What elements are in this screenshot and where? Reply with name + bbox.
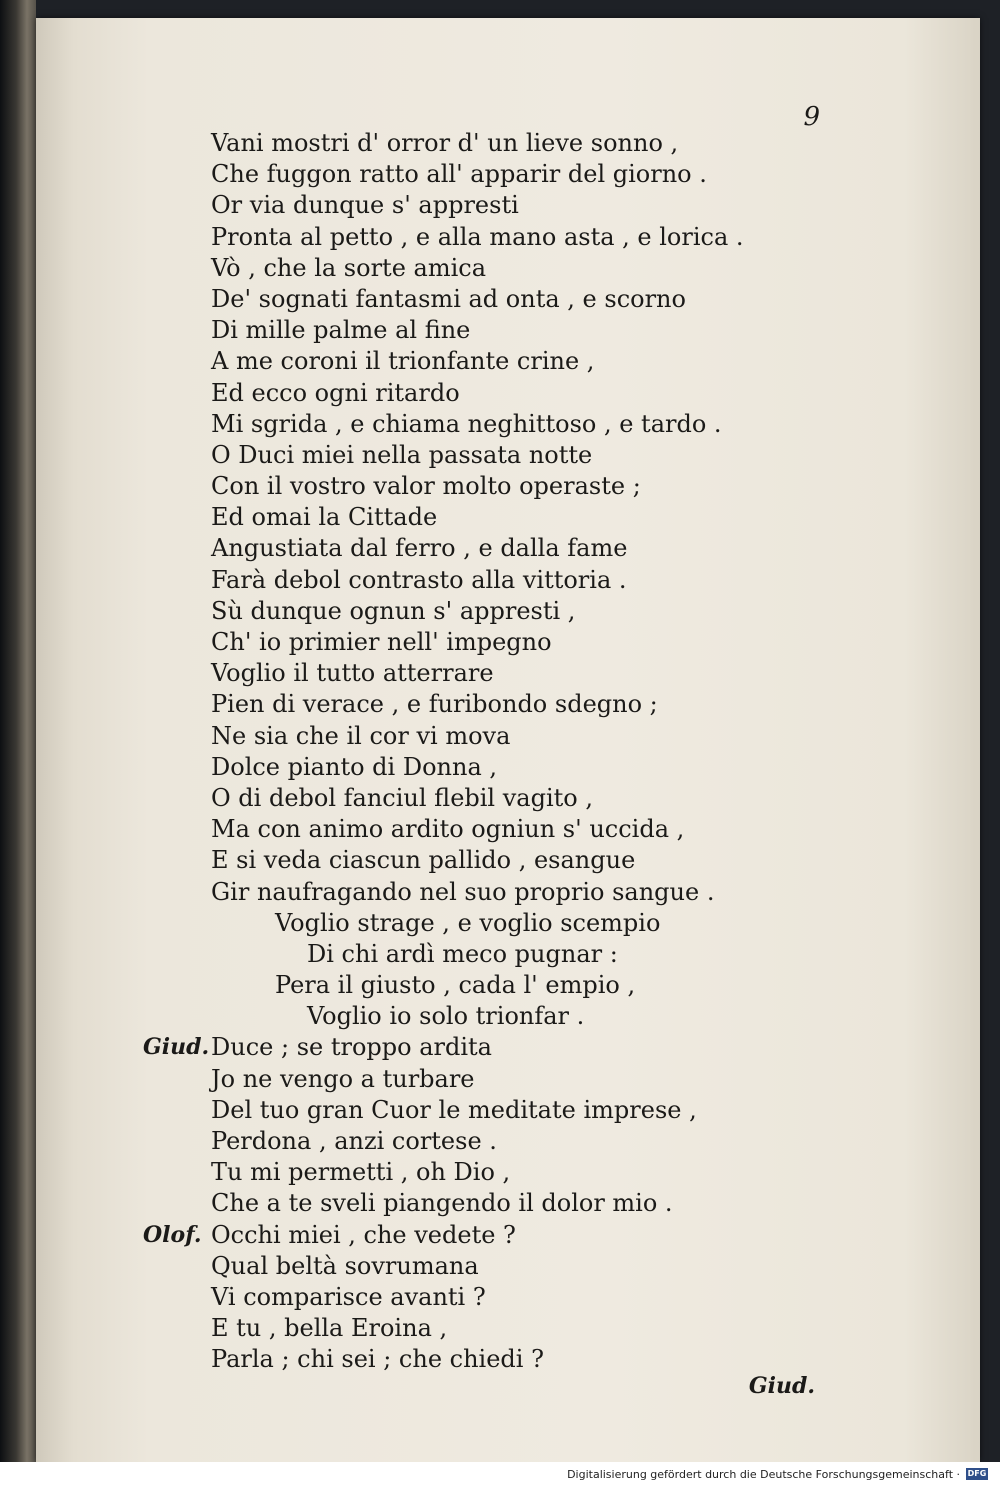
line-text: Jo ne vengo a turbare <box>211 1064 475 1093</box>
verse-line <box>211 440 911 471</box>
line-text: E si veda ciascun pallido , esangue <box>211 846 636 875</box>
line-text: Or via dunque s' appresti <box>211 191 519 220</box>
verse-line <box>211 1188 911 1219</box>
line-text: Del tuo gran Cuor le meditate imprese , <box>211 1095 697 1124</box>
line-text: Ne sia che il cor vi mova <box>211 721 511 750</box>
aria-line <box>211 908 911 939</box>
verse-line <box>211 315 911 346</box>
footer-credit: Digitalisierung gefördert durch die Deutsche Forschungsgemeinschaft · <box>567 1468 960 1481</box>
verse-line <box>211 378 911 409</box>
verse-line <box>211 721 911 752</box>
line-text: Voglio il tutto atterrare <box>211 659 494 688</box>
verse-line <box>211 565 911 596</box>
speaker-label: Giud. <box>143 1034 210 1061</box>
dfg-logo-icon: DFG <box>967 1469 987 1478</box>
line-text: Voglio io solo trionfar . <box>307 1002 585 1031</box>
aria-line <box>211 939 911 970</box>
aria-line <box>211 970 911 1001</box>
line-text: Mi sgrida , e chiama neghittoso , e tardo . <box>211 409 722 438</box>
line-text: Pera il giusto , cada l' empio , <box>275 971 636 1000</box>
verse-line <box>211 471 911 502</box>
verse-line <box>211 1251 911 1282</box>
verse-line <box>211 346 911 377</box>
line-text: E tu , bella Eroina , <box>211 1314 448 1343</box>
verse-line <box>143 1032 911 1063</box>
aria-line <box>211 1001 911 1032</box>
verse-line <box>211 253 911 284</box>
verse-line <box>211 752 911 783</box>
verse-line <box>211 783 911 814</box>
verse-text <box>143 128 911 1376</box>
verse-line <box>211 877 911 908</box>
line-text: Ed ecco ogni ritardo <box>211 378 460 407</box>
line-text: De' sognati fantasmi ad onta , e scorno <box>211 284 686 313</box>
verse-line <box>211 1126 911 1157</box>
line-text: Gir naufragando nel suo proprio sangue . <box>211 877 715 906</box>
verse-line <box>211 1157 911 1188</box>
verse-line <box>211 409 911 440</box>
verse-line <box>211 128 911 159</box>
verse-line <box>211 845 911 876</box>
verse-line <box>211 596 911 627</box>
line-text: Tu mi permetti , oh Dio , <box>211 1158 511 1187</box>
verse-line <box>211 222 911 253</box>
verse-line <box>211 627 911 658</box>
line-text: Con il vostro valor molto operaste ; <box>211 472 641 501</box>
line-text: Pien di verace , e furibondo sdegno ; <box>211 690 658 719</box>
verse-line <box>211 1344 911 1375</box>
line-text: Farà debol contrasto alla vittoria . <box>211 565 627 594</box>
line-text: Occhi miei , che vedete ? <box>211 1220 516 1249</box>
line-text: Di chi ardì meco pugnar : <box>307 939 618 968</box>
line-text: Qual beltà sovrumana <box>211 1251 479 1280</box>
page-number: 9 <box>803 102 820 132</box>
line-text: Ma con animo ardito ogniun s' uccida , <box>211 815 685 844</box>
line-text: Pronta al petto , e alla mano asta , e lorica . <box>211 222 744 251</box>
verse-line <box>211 1313 911 1344</box>
line-text: Che fuggon ratto all' apparir del giorno . <box>211 160 707 189</box>
line-text: Perdona , anzi cortese . <box>211 1127 497 1155</box>
line-text: Di mille palme al fine <box>211 316 471 345</box>
line-text: Dolce pianto di Donna , <box>211 752 498 781</box>
catchword: Giud. <box>748 1373 815 1399</box>
speaker-label: Olof. <box>143 1221 202 1248</box>
line-text: Ed omai la Cittade <box>211 503 438 532</box>
verse-line <box>211 1095 911 1126</box>
line-text: Angustiata dal ferro , e dalla fame <box>211 534 628 563</box>
verse-line <box>211 1282 911 1313</box>
book-page <box>36 18 980 1462</box>
line-text: Vi comparisce avanti ? <box>211 1282 486 1311</box>
verse-line <box>143 1220 911 1251</box>
line-text: A me coroni il trionfante crine , <box>211 347 595 376</box>
line-text: O di debol fanciul flebil vagito , <box>211 783 593 812</box>
verse-line <box>211 689 911 720</box>
verse-line <box>211 658 911 689</box>
verse-line <box>211 159 911 190</box>
book-left-edge <box>0 0 36 1462</box>
line-text: Sù dunque ognun s' appresti , <box>211 596 576 625</box>
verse-line <box>211 502 911 533</box>
line-text: O Duci miei nella passata notte <box>211 440 593 469</box>
line-text: Duce ; se troppo ardita <box>211 1033 492 1062</box>
line-text: Parla ; chi sei ; che chiedi ? <box>211 1345 544 1374</box>
line-text: Voglio strage , e voglio scempio <box>275 908 661 937</box>
verse-line <box>211 533 911 564</box>
line-text: Vò , che la sorte amica <box>211 253 487 282</box>
verse-line <box>211 190 911 221</box>
verse-line <box>211 1064 911 1095</box>
verse-line <box>211 284 911 315</box>
line-text: Vani mostri d' orror d' un lieve sonno , <box>211 129 679 157</box>
line-text: Che a te sveli piangendo il dolor mio . <box>211 1189 673 1218</box>
line-text: Ch' io primier nell' impegno <box>211 628 552 656</box>
digitization-footer <box>0 1462 1000 1487</box>
verse-line <box>211 814 911 845</box>
